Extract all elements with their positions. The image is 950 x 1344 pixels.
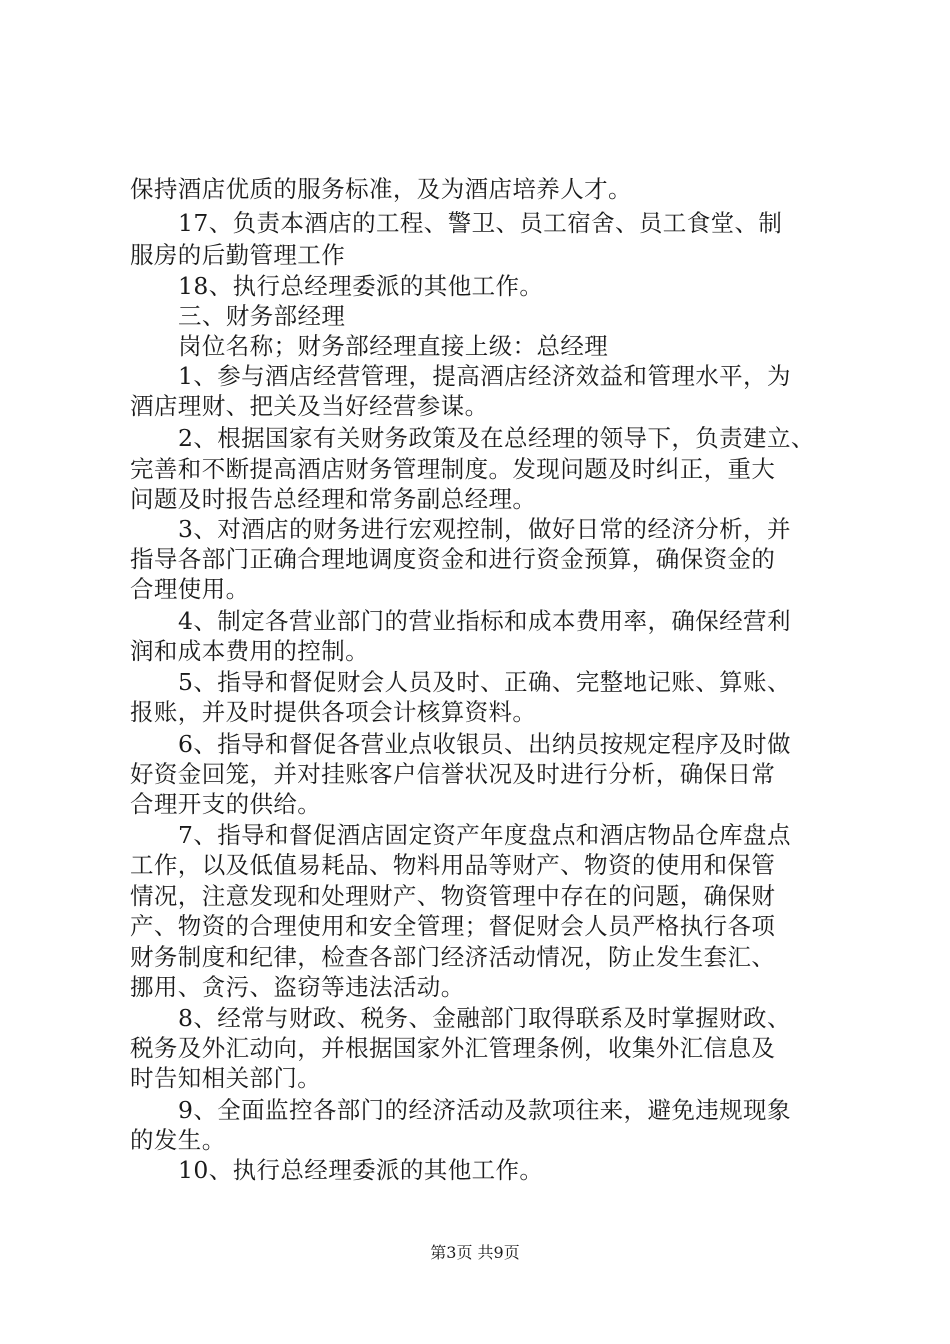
- text-line: 服房的后勤管理工作: [130, 241, 346, 269]
- text-line: 10、执行总经理委派的其他工作。: [178, 1156, 544, 1184]
- section-heading: 三、财务部经理: [178, 302, 346, 330]
- page-number-footer: 第3页 共9页: [430, 1243, 520, 1262]
- text-line: 产、物资的合理使用和安全管理；督促财会人员严格执行各项: [130, 912, 776, 940]
- text-line: 合理开支的供给。: [130, 790, 322, 818]
- text-line: 财务制度和纪律，检查各部门经济活动情况，防止发生套汇、: [130, 943, 776, 971]
- text-line: 报账，并及时提供各项会计核算资料。: [130, 698, 537, 726]
- text-line: 完善和不断提高酒店财务管理制度。发现问题及时纠正，重大: [130, 455, 776, 483]
- text-line: 1、参与酒店经营管理，提高酒店经济效益和管理水平，为: [178, 362, 791, 390]
- text-line: 税务及外汇动向，并根据国家外汇管理条例，收集外汇信息及: [130, 1034, 776, 1062]
- text-line: 工作，以及低值易耗品、物料用品等财产、物资的使用和保管: [130, 851, 776, 879]
- text-line: 8、经常与财政、税务、金融部门取得联系及时掌握财政、: [178, 1004, 791, 1032]
- text-line: 2、根据国家有关财务政策及在总经理的领导下，负责建立、: [178, 424, 815, 452]
- text-line: 情况，注意发现和处理财产、物资管理中存在的问题，确保财: [130, 882, 776, 910]
- text-line: 时告知相关部门。: [130, 1064, 322, 1092]
- text-line: 润和成本费用的控制。: [130, 637, 369, 665]
- text-line: 18、执行总经理委派的其他工作。: [178, 272, 544, 300]
- text-line: 6、指导和督促各营业点收银员、出纳员按规定程序及时做: [178, 730, 791, 758]
- text-line: 4、制定各营业部门的营业指标和成本费用率，确保经营利: [178, 607, 791, 635]
- text-line: 7、指导和督促酒店固定资产年度盘点和酒店物品仓库盘点: [178, 821, 791, 849]
- text-line: 17、负责本酒店的工程、警卫、员工宿舍、员工食堂、制: [178, 209, 783, 237]
- text-line: 9、全面监控各部门的经济活动及款项往来，避免违规现象: [178, 1096, 791, 1124]
- text-line: 挪用、贪污、盗窃等违法活动。: [130, 973, 465, 1001]
- text-line: 保持酒店优质的服务标准，及为酒店培养人才。: [130, 175, 632, 203]
- text-line: 岗位名称；财务部经理直接上级：总经理: [178, 332, 609, 360]
- text-line: 酒店理财、把关及当好经营参谋。: [130, 392, 489, 420]
- text-line: 3、对酒店的财务进行宏观控制，做好日常的经济分析，并: [178, 515, 791, 543]
- text-line: 5、指导和督促财会人员及时、正确、完整地记账、算账、: [178, 668, 791, 696]
- text-line: 的发生。: [130, 1126, 226, 1154]
- text-line: 合理使用。: [130, 575, 250, 603]
- text-line: 指导各部门正确合理地调度资金和进行资金预算，确保资金的: [130, 545, 776, 573]
- text-line: 问题及时报告总经理和常务副总经理。: [130, 485, 537, 513]
- text-line: 好资金回笼，并对挂账客户信誉状况及时进行分析，确保日常: [130, 760, 776, 788]
